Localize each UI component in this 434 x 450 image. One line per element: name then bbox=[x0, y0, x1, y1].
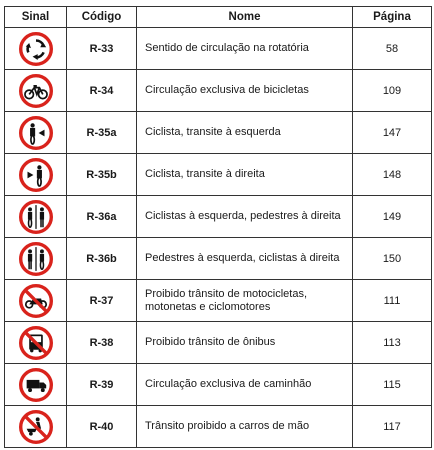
no-handcarts-sign-icon bbox=[19, 410, 53, 444]
header-nome: Nome bbox=[137, 7, 353, 28]
nome-cell: Proibido trânsito de ônibus bbox=[137, 322, 353, 364]
header-codigo: Código bbox=[67, 7, 137, 28]
cyclists-keep-right-sign-icon bbox=[19, 158, 53, 192]
nome-cell: Sentido de circulação na rotatória bbox=[137, 28, 353, 70]
codigo-cell: R-35a bbox=[67, 112, 137, 154]
table-row bbox=[5, 28, 432, 70]
pagina-cell: 150 bbox=[353, 238, 432, 280]
pagina-cell: 149 bbox=[353, 196, 432, 238]
codigo-cell: R-35b bbox=[67, 154, 137, 196]
codigo-cell: R-40 bbox=[67, 406, 137, 448]
table-row bbox=[5, 112, 432, 154]
table-row bbox=[5, 196, 432, 238]
cyclists-left-pedestrians-right-sign-icon bbox=[19, 200, 53, 234]
table-row bbox=[5, 154, 432, 196]
codigo-cell: R-33 bbox=[67, 28, 137, 70]
table-row bbox=[5, 364, 432, 406]
pagina-cell: 58 bbox=[353, 28, 432, 70]
pedestrians-left-cyclists-right-sign-icon bbox=[19, 242, 53, 276]
nome-cell: Ciclista, transite à esquerda bbox=[137, 112, 353, 154]
pagina-cell: 109 bbox=[353, 70, 432, 112]
table-row bbox=[5, 280, 432, 322]
pagina-cell: 148 bbox=[353, 154, 432, 196]
pagina-cell: 113 bbox=[353, 322, 432, 364]
header-sinal: Sinal bbox=[5, 7, 67, 28]
table-row bbox=[5, 322, 432, 364]
no-buses-sign-icon bbox=[19, 326, 53, 360]
pagina-cell: 147 bbox=[353, 112, 432, 154]
codigo-cell: R-38 bbox=[67, 322, 137, 364]
codigo-cell: R-39 bbox=[67, 364, 137, 406]
table-header-row bbox=[5, 7, 432, 28]
nome-cell: Ciclistas à esquerda, pedestres à direita bbox=[137, 196, 353, 238]
nome-cell: Circulação exclusiva de caminhão bbox=[137, 364, 353, 406]
nome-cell: Ciclista, transite à direita bbox=[137, 154, 353, 196]
trucks-only-sign-icon bbox=[19, 368, 53, 402]
header-pagina: Página bbox=[353, 7, 432, 28]
codigo-cell: R-37 bbox=[67, 280, 137, 322]
codigo-cell: R-34 bbox=[67, 70, 137, 112]
bicycles-only-sign-icon bbox=[19, 74, 53, 108]
nome-cell: Pedestres à esquerda, ciclistas à direita bbox=[137, 238, 353, 280]
table-row bbox=[5, 238, 432, 280]
no-motorcycles-sign-icon bbox=[19, 284, 53, 318]
table-row bbox=[5, 70, 432, 112]
cyclists-keep-left-sign-icon bbox=[19, 116, 53, 150]
codigo-cell: R-36b bbox=[67, 238, 137, 280]
pagina-cell: 115 bbox=[353, 364, 432, 406]
nome-cell: Trânsito proibido a carros de mão bbox=[137, 406, 353, 448]
nome-cell: Proibido trânsito de motocicletas, motonetas e ciclomotores bbox=[137, 280, 353, 322]
table-row bbox=[5, 406, 432, 448]
traffic-signs-table bbox=[4, 6, 432, 448]
nome-cell: Circulação exclusiva de bicicletas bbox=[137, 70, 353, 112]
codigo-cell: R-36a bbox=[67, 196, 137, 238]
pagina-cell: 117 bbox=[353, 406, 432, 448]
pagina-cell: 111 bbox=[353, 280, 432, 322]
roundabout-circulation-sign-icon bbox=[19, 32, 53, 66]
